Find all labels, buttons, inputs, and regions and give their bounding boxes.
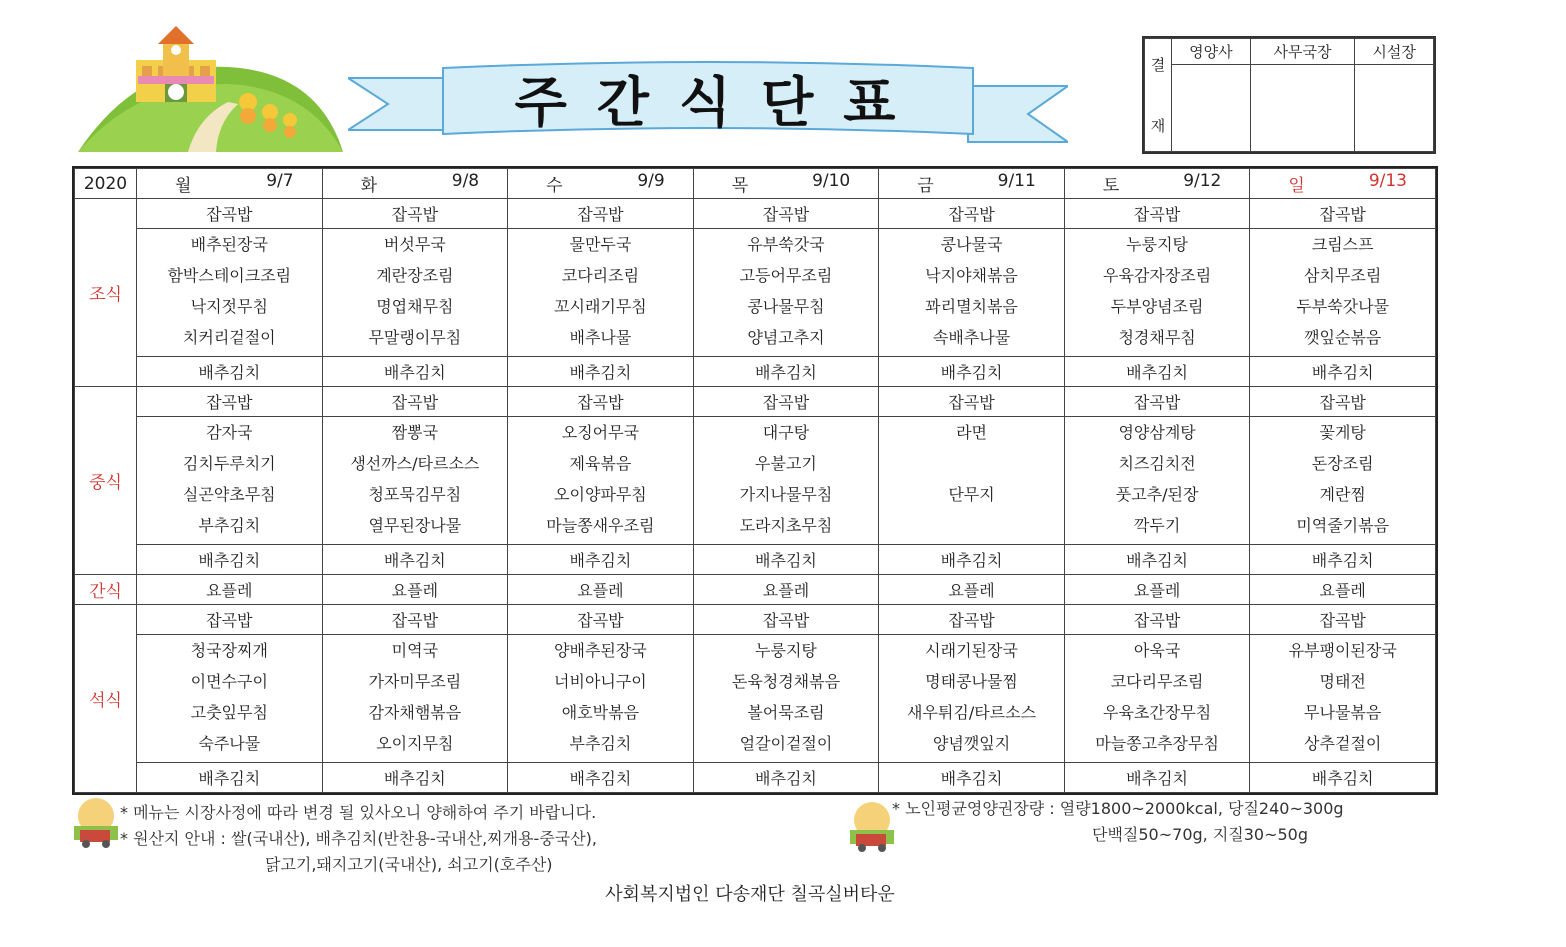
day-header xyxy=(508,169,694,199)
rice-cell: 잡곡밥 xyxy=(137,387,323,417)
rice-cell: 잡곡밥 xyxy=(137,199,323,229)
dish-list-cell xyxy=(137,229,323,357)
dish-list-cell xyxy=(879,635,1065,763)
rice-cell: 잡곡밥 xyxy=(879,605,1065,635)
dish-item: 콩나물무침 xyxy=(747,297,825,316)
dish-item: 오이지무침 xyxy=(376,734,454,753)
dish-list-cell xyxy=(508,635,694,763)
dish-item: 마늘쫑새우조림 xyxy=(546,516,655,535)
rice-cell: 잡곡밥 xyxy=(322,199,508,229)
dish-item: 명태전 xyxy=(1319,672,1366,691)
dish-item: 제육볶음 xyxy=(569,454,632,473)
dish-item: 상추겉절이 xyxy=(1304,734,1382,753)
day-date: 9/12 xyxy=(1183,171,1222,191)
rice-cell: 잡곡밥 xyxy=(693,387,879,417)
meal-label-breakfast: 조식 xyxy=(75,199,137,387)
snack-cell: 요플레 xyxy=(322,575,508,605)
dish-item: 이면수구이 xyxy=(190,672,268,691)
dish-item: 양배추된장국 xyxy=(554,641,647,660)
kimchi-cell: 배추김치 xyxy=(322,357,508,387)
footer-notes xyxy=(120,800,597,878)
kimchi-cell: 배추김치 xyxy=(137,763,323,793)
kimchi-cell: 배추김치 xyxy=(322,545,508,575)
kimchi-cell: 배추김치 xyxy=(693,545,879,575)
snack-cell: 요플레 xyxy=(508,575,694,605)
dish-item: 가지나물무침 xyxy=(739,485,833,504)
dish-list-cell xyxy=(1064,229,1250,357)
dish-item: 감자국 xyxy=(206,423,253,442)
approval-role-director: 시설장 xyxy=(1355,39,1434,65)
dish-item: 가자미무조림 xyxy=(368,672,462,691)
kimchi-cell: 배추김치 xyxy=(137,357,323,387)
day-name: 일 xyxy=(1288,176,1305,196)
lunch-rice-row xyxy=(75,387,1436,417)
dish-list-cell xyxy=(1064,635,1250,763)
dish-item: 깍두기 xyxy=(1133,516,1181,535)
dish-item: 단무지 xyxy=(948,485,995,504)
rice-cell: 잡곡밥 xyxy=(322,387,508,417)
dish-item: 미역국 xyxy=(391,641,439,660)
rice-cell: 잡곡밥 xyxy=(1250,605,1436,635)
dish-item: 마늘쫑고추장무침 xyxy=(1095,734,1219,753)
kimchi-cell: 배추김치 xyxy=(508,357,694,387)
snack-cell: 요플레 xyxy=(137,575,323,605)
breakfast-dishes-row xyxy=(75,229,1436,357)
dish-item: 우육감자장조림 xyxy=(1102,266,1212,285)
note-origin: * 원산지 안내 : 쌀(국내산), 배추김치(반찬용-국내산,찌개용-중국산), xyxy=(120,829,597,848)
dish-item: 우불고기 xyxy=(755,454,817,473)
kimchi-cell: 배추김치 xyxy=(508,545,694,575)
day-name: 월 xyxy=(175,176,192,196)
dish-item: 두부양념조림 xyxy=(1110,297,1204,316)
dish-item: 실곤약초무침 xyxy=(182,485,276,504)
day-header xyxy=(693,169,879,199)
dish-item: 미역줄기볶음 xyxy=(1296,516,1390,535)
kimchi-cell: 배추김치 xyxy=(137,545,323,575)
nutrition-line-1: * 노인평균영양권장량 : 열량1800~2000kcal, 당질240~300g xyxy=(892,799,1344,818)
dish-item: 오이양파무침 xyxy=(554,485,647,504)
dish-list-cell xyxy=(1250,229,1436,357)
rice-cell: 잡곡밥 xyxy=(137,605,323,635)
house-stamp-icon-right xyxy=(846,800,898,852)
day-name: 목 xyxy=(731,176,749,196)
day-name: 수 xyxy=(546,176,563,196)
dish-list-cell xyxy=(879,229,1065,357)
breakfast-rice-row xyxy=(75,199,1436,229)
dish-item: 크림스프 xyxy=(1311,235,1374,254)
organization-name: 사회복지법인 다송재단 칠곡실버타운 xyxy=(605,884,895,905)
dish-item: 오징어무국 xyxy=(561,423,640,442)
dish-item: 유부쑥갓국 xyxy=(747,235,825,254)
day-name: 화 xyxy=(360,176,377,196)
approval-side-top: 결 xyxy=(1150,56,1166,74)
dish-list-cell xyxy=(693,635,879,763)
dish-list-cell xyxy=(322,635,508,763)
dish-item: 도라지초무침 xyxy=(739,516,833,535)
kimchi-cell: 배추김치 xyxy=(879,357,1065,387)
day-header xyxy=(137,169,323,199)
dish-item: 누룽지탕 xyxy=(1126,235,1188,254)
lunch-kimchi-row xyxy=(75,545,1436,575)
dish-item: 감자채햄볶음 xyxy=(368,703,462,722)
dish-item: 낙지젓무침 xyxy=(190,297,268,316)
kimchi-cell: 배추김치 xyxy=(693,763,879,793)
note-menu-change: * 메뉴는 시장사정에 따라 변경 될 있사오니 양해하여 주기 바랍니다. xyxy=(120,803,597,822)
breakfast-kimchi-row xyxy=(75,357,1436,387)
year-cell: 2020 xyxy=(75,169,137,199)
dish-item: 삼치무조림 xyxy=(1304,266,1382,285)
dish-item: 열무된장나물 xyxy=(368,516,462,535)
approval-role-dietitian: 영양사 xyxy=(1172,39,1251,65)
rice-cell: 잡곡밥 xyxy=(1250,387,1436,417)
snack-cell: 요플레 xyxy=(1250,575,1436,605)
dish-item: 애호박볶음 xyxy=(561,703,640,722)
rice-cell: 잡곡밥 xyxy=(508,605,694,635)
dish-item: 누룽지탕 xyxy=(755,641,817,660)
day-date: 9/8 xyxy=(451,171,480,191)
kimchi-cell: 배추김치 xyxy=(508,763,694,793)
dish-item: 무말랭이무침 xyxy=(368,328,462,347)
dish-item: 꽈리멸치볶음 xyxy=(925,297,1018,316)
kimchi-cell: 배추김치 xyxy=(1064,357,1250,387)
kimchi-cell: 배추김치 xyxy=(1250,357,1436,387)
dish-list-cell xyxy=(879,417,1065,545)
dish-item: 치커리겉절이 xyxy=(182,328,276,347)
kimchi-cell: 배추김치 xyxy=(1064,545,1250,575)
dish-list-cell xyxy=(322,417,508,545)
dish-item: 명엽채무침 xyxy=(376,297,454,316)
approval-sign-dietitian[interactable] xyxy=(1172,65,1251,152)
dish-item: 라면 xyxy=(956,423,987,442)
day-date: 9/13 xyxy=(1368,171,1407,191)
dish-item: 영양삼계탕 xyxy=(1118,423,1196,442)
dinner-kimchi-row xyxy=(75,763,1436,793)
dish-item: 유부팽이된장국 xyxy=(1288,641,1397,660)
dish-item: 아욱국 xyxy=(1133,641,1181,660)
dish-item: 대구탕 xyxy=(762,423,810,442)
dish-item: 우육초간장무침 xyxy=(1102,703,1212,722)
weekly-menu-table xyxy=(72,166,1438,795)
day-name: 토 xyxy=(1102,176,1120,196)
dish-list-cell xyxy=(508,417,694,545)
dish-item: 부추김치 xyxy=(198,516,261,535)
dish-list-cell xyxy=(1250,635,1436,763)
dish-item: 배추나물 xyxy=(569,328,632,347)
dish-item: 새우튀김/타르소스 xyxy=(907,703,1037,722)
rice-cell: 잡곡밥 xyxy=(1064,199,1250,229)
dish-item: 고춧잎무침 xyxy=(190,703,268,722)
dish-item: 물만두국 xyxy=(569,235,632,254)
rice-cell: 잡곡밥 xyxy=(508,387,694,417)
dish-item: 속배추나물 xyxy=(932,328,1011,347)
kimchi-cell: 배추김치 xyxy=(693,357,879,387)
day-header xyxy=(322,169,508,199)
dish-item: 청경채무침 xyxy=(1118,328,1196,347)
meal-label-lunch: 중식 xyxy=(75,387,137,575)
approval-sign-office-manager[interactable] xyxy=(1250,65,1354,152)
day-header xyxy=(879,169,1065,199)
dish-item xyxy=(879,448,1064,479)
dish-item: 콩나물국 xyxy=(940,235,1003,254)
rice-cell: 잡곡밥 xyxy=(1064,387,1250,417)
meal-label-dinner: 석식 xyxy=(75,605,137,793)
dish-item: 청국장찌개 xyxy=(190,641,268,660)
dish-item: 무나물볶음 xyxy=(1304,703,1382,722)
dinner-dishes-row xyxy=(75,635,1436,763)
dish-item: 생선까스/타르소스 xyxy=(350,454,480,473)
day-name: 금 xyxy=(917,176,934,196)
dish-item: 계란장조림 xyxy=(376,266,454,285)
kimchi-cell: 배추김치 xyxy=(1250,763,1436,793)
approval-sign-director[interactable] xyxy=(1355,65,1434,152)
dish-item: 풋고추/된장 xyxy=(1115,485,1199,504)
dish-item: 돈장조림 xyxy=(1311,454,1374,473)
dish-item: 버섯무국 xyxy=(383,235,446,254)
snack-cell: 요플레 xyxy=(693,575,879,605)
dish-item: 낙지야채볶음 xyxy=(925,266,1018,285)
kimchi-cell: 배추김치 xyxy=(879,545,1065,575)
dish-list-cell xyxy=(137,417,323,545)
dish-item: 계란찜 xyxy=(1319,485,1366,504)
dish-item: 두부쑥갓나물 xyxy=(1296,297,1390,316)
dish-item: 얼갈이겉절이 xyxy=(739,734,833,753)
rice-cell: 잡곡밥 xyxy=(1250,199,1436,229)
rice-cell: 잡곡밥 xyxy=(1064,605,1250,635)
approval-box xyxy=(1142,36,1436,154)
day-date: 9/7 xyxy=(266,171,294,191)
dish-list-cell xyxy=(508,229,694,357)
dish-item: 함박스테이크조림 xyxy=(167,266,292,285)
dish-item: 부추김치 xyxy=(569,734,632,753)
dish-item: 짬뽕국 xyxy=(391,423,439,442)
header-row xyxy=(75,169,1436,199)
dish-list-cell xyxy=(1250,417,1436,545)
dish-list-cell xyxy=(693,229,879,357)
dinner-rice-row xyxy=(75,605,1436,635)
house-illustration xyxy=(78,22,343,152)
snack-row xyxy=(75,575,1436,605)
approval-side-bottom: 재 xyxy=(1150,117,1166,135)
dish-item: 양념고추지 xyxy=(747,328,825,347)
dish-list-cell xyxy=(1064,417,1250,545)
day-header xyxy=(1250,169,1436,199)
day-date: 9/11 xyxy=(997,171,1036,191)
meal-label-snack: 간식 xyxy=(75,575,137,605)
nutrition-line-2: 단백질50~70g, 지질30~50g xyxy=(1092,825,1309,844)
snack-cell: 요플레 xyxy=(1064,575,1250,605)
kimchi-cell: 배추김치 xyxy=(879,763,1065,793)
dish-item xyxy=(879,510,1064,541)
nutrition-notes xyxy=(892,796,1344,848)
dish-item: 배추된장국 xyxy=(190,235,268,254)
rice-cell: 잡곡밥 xyxy=(508,199,694,229)
dish-item: 코다리무조림 xyxy=(1110,672,1204,691)
dish-item: 볼어묵조림 xyxy=(747,703,825,722)
dish-item: 돈육청경채볶음 xyxy=(731,672,841,691)
day-header xyxy=(1064,169,1250,199)
rice-cell: 잡곡밥 xyxy=(879,387,1065,417)
kimchi-cell: 배추김치 xyxy=(1064,763,1250,793)
dish-item: 숙주나물 xyxy=(198,734,261,753)
dish-item: 청포묵김무침 xyxy=(368,485,462,504)
dish-item: 시래기된장국 xyxy=(925,641,1018,660)
dish-item: 코다리조림 xyxy=(561,266,640,285)
day-date: 9/9 xyxy=(637,171,665,191)
approval-role-office-manager: 사무국장 xyxy=(1250,39,1354,65)
kimchi-cell: 배추김치 xyxy=(1250,545,1436,575)
dish-item: 김치두루치기 xyxy=(182,454,276,473)
day-date: 9/10 xyxy=(812,171,851,191)
dish-item: 깻잎순볶음 xyxy=(1304,328,1382,347)
snack-cell: 요플레 xyxy=(879,575,1065,605)
lunch-dishes-row xyxy=(75,417,1436,545)
kimchi-cell: 배추김치 xyxy=(322,763,508,793)
dish-list-cell xyxy=(322,229,508,357)
house-stamp-icon xyxy=(70,796,122,848)
page-title: 주간식단표 xyxy=(514,70,926,134)
rice-cell: 잡곡밥 xyxy=(693,199,879,229)
dish-item: 꼬시래기무침 xyxy=(554,297,647,316)
rice-cell: 잡곡밥 xyxy=(693,605,879,635)
dish-item: 명태콩나물찜 xyxy=(925,672,1018,691)
dish-list-cell xyxy=(693,417,879,545)
dish-list-cell xyxy=(137,635,323,763)
rice-cell: 잡곡밥 xyxy=(322,605,508,635)
rice-cell: 잡곡밥 xyxy=(879,199,1065,229)
dish-item: 고등어무조림 xyxy=(739,266,833,285)
note-origin-meat: 닭고기,돼지고기(국내산), 쇠고기(호주산) xyxy=(265,855,553,874)
dish-item: 치즈김치전 xyxy=(1118,454,1196,473)
dish-item: 너비아니구이 xyxy=(554,672,647,691)
dish-item: 양념깻잎지 xyxy=(932,734,1011,753)
dish-item: 꽃게탕 xyxy=(1319,423,1366,442)
